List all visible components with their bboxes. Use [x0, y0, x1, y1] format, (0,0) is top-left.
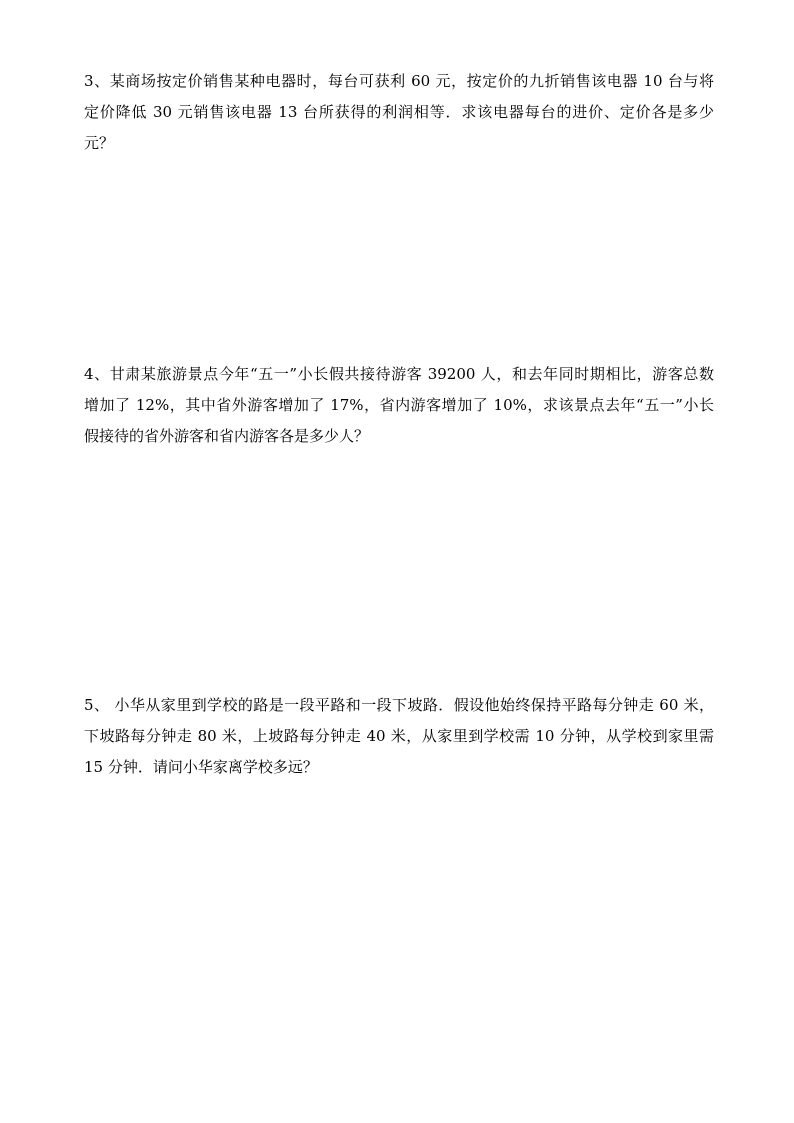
problem-5-line-2: 下坡路每分钟走 80 米，上坡路每分钟走 40 米，从家里到学校需 10 分钟，从学校到家里需 [84, 727, 714, 745]
problem-3-line-2: 定价降低 30 元销售该电器 13 台所获得的利润相等．求该电器每台的进价、定价各是多少 [84, 103, 714, 121]
problem-3-line-1: 3、某商场按定价销售某种电器时，每台可获利 60 元，按定价的九折销售该电器 10 台与将 [84, 72, 714, 90]
problem-4 [84, 359, 714, 452]
problem-4-line-2: 增加了 12%，其中省外游客增加了 17%，省内游客增加了 10%，求该景点去年“五一”小长 [84, 396, 714, 414]
problem-5-line-3: 15 分钟．请问小华家离学校多远？ [84, 758, 318, 776]
problem-4-line-1: 4、甘肃某旅游景点今年“五一”小长假共接待游客 39200 人，和去年同时期相比，游客总数 [84, 365, 714, 383]
problem-5-line-1: 5、 小华从家里到学校的路是一段平路和一段下坡路．假设他始终保持平路每分钟走 60 米， [84, 696, 714, 714]
problem-5 [84, 690, 714, 783]
problem-3-line-3: 元？ [84, 134, 115, 152]
problem-3 [84, 66, 714, 159]
problem-4-line-3: 假接待的省外游客和省内游客各是多少人？ [84, 427, 370, 445]
